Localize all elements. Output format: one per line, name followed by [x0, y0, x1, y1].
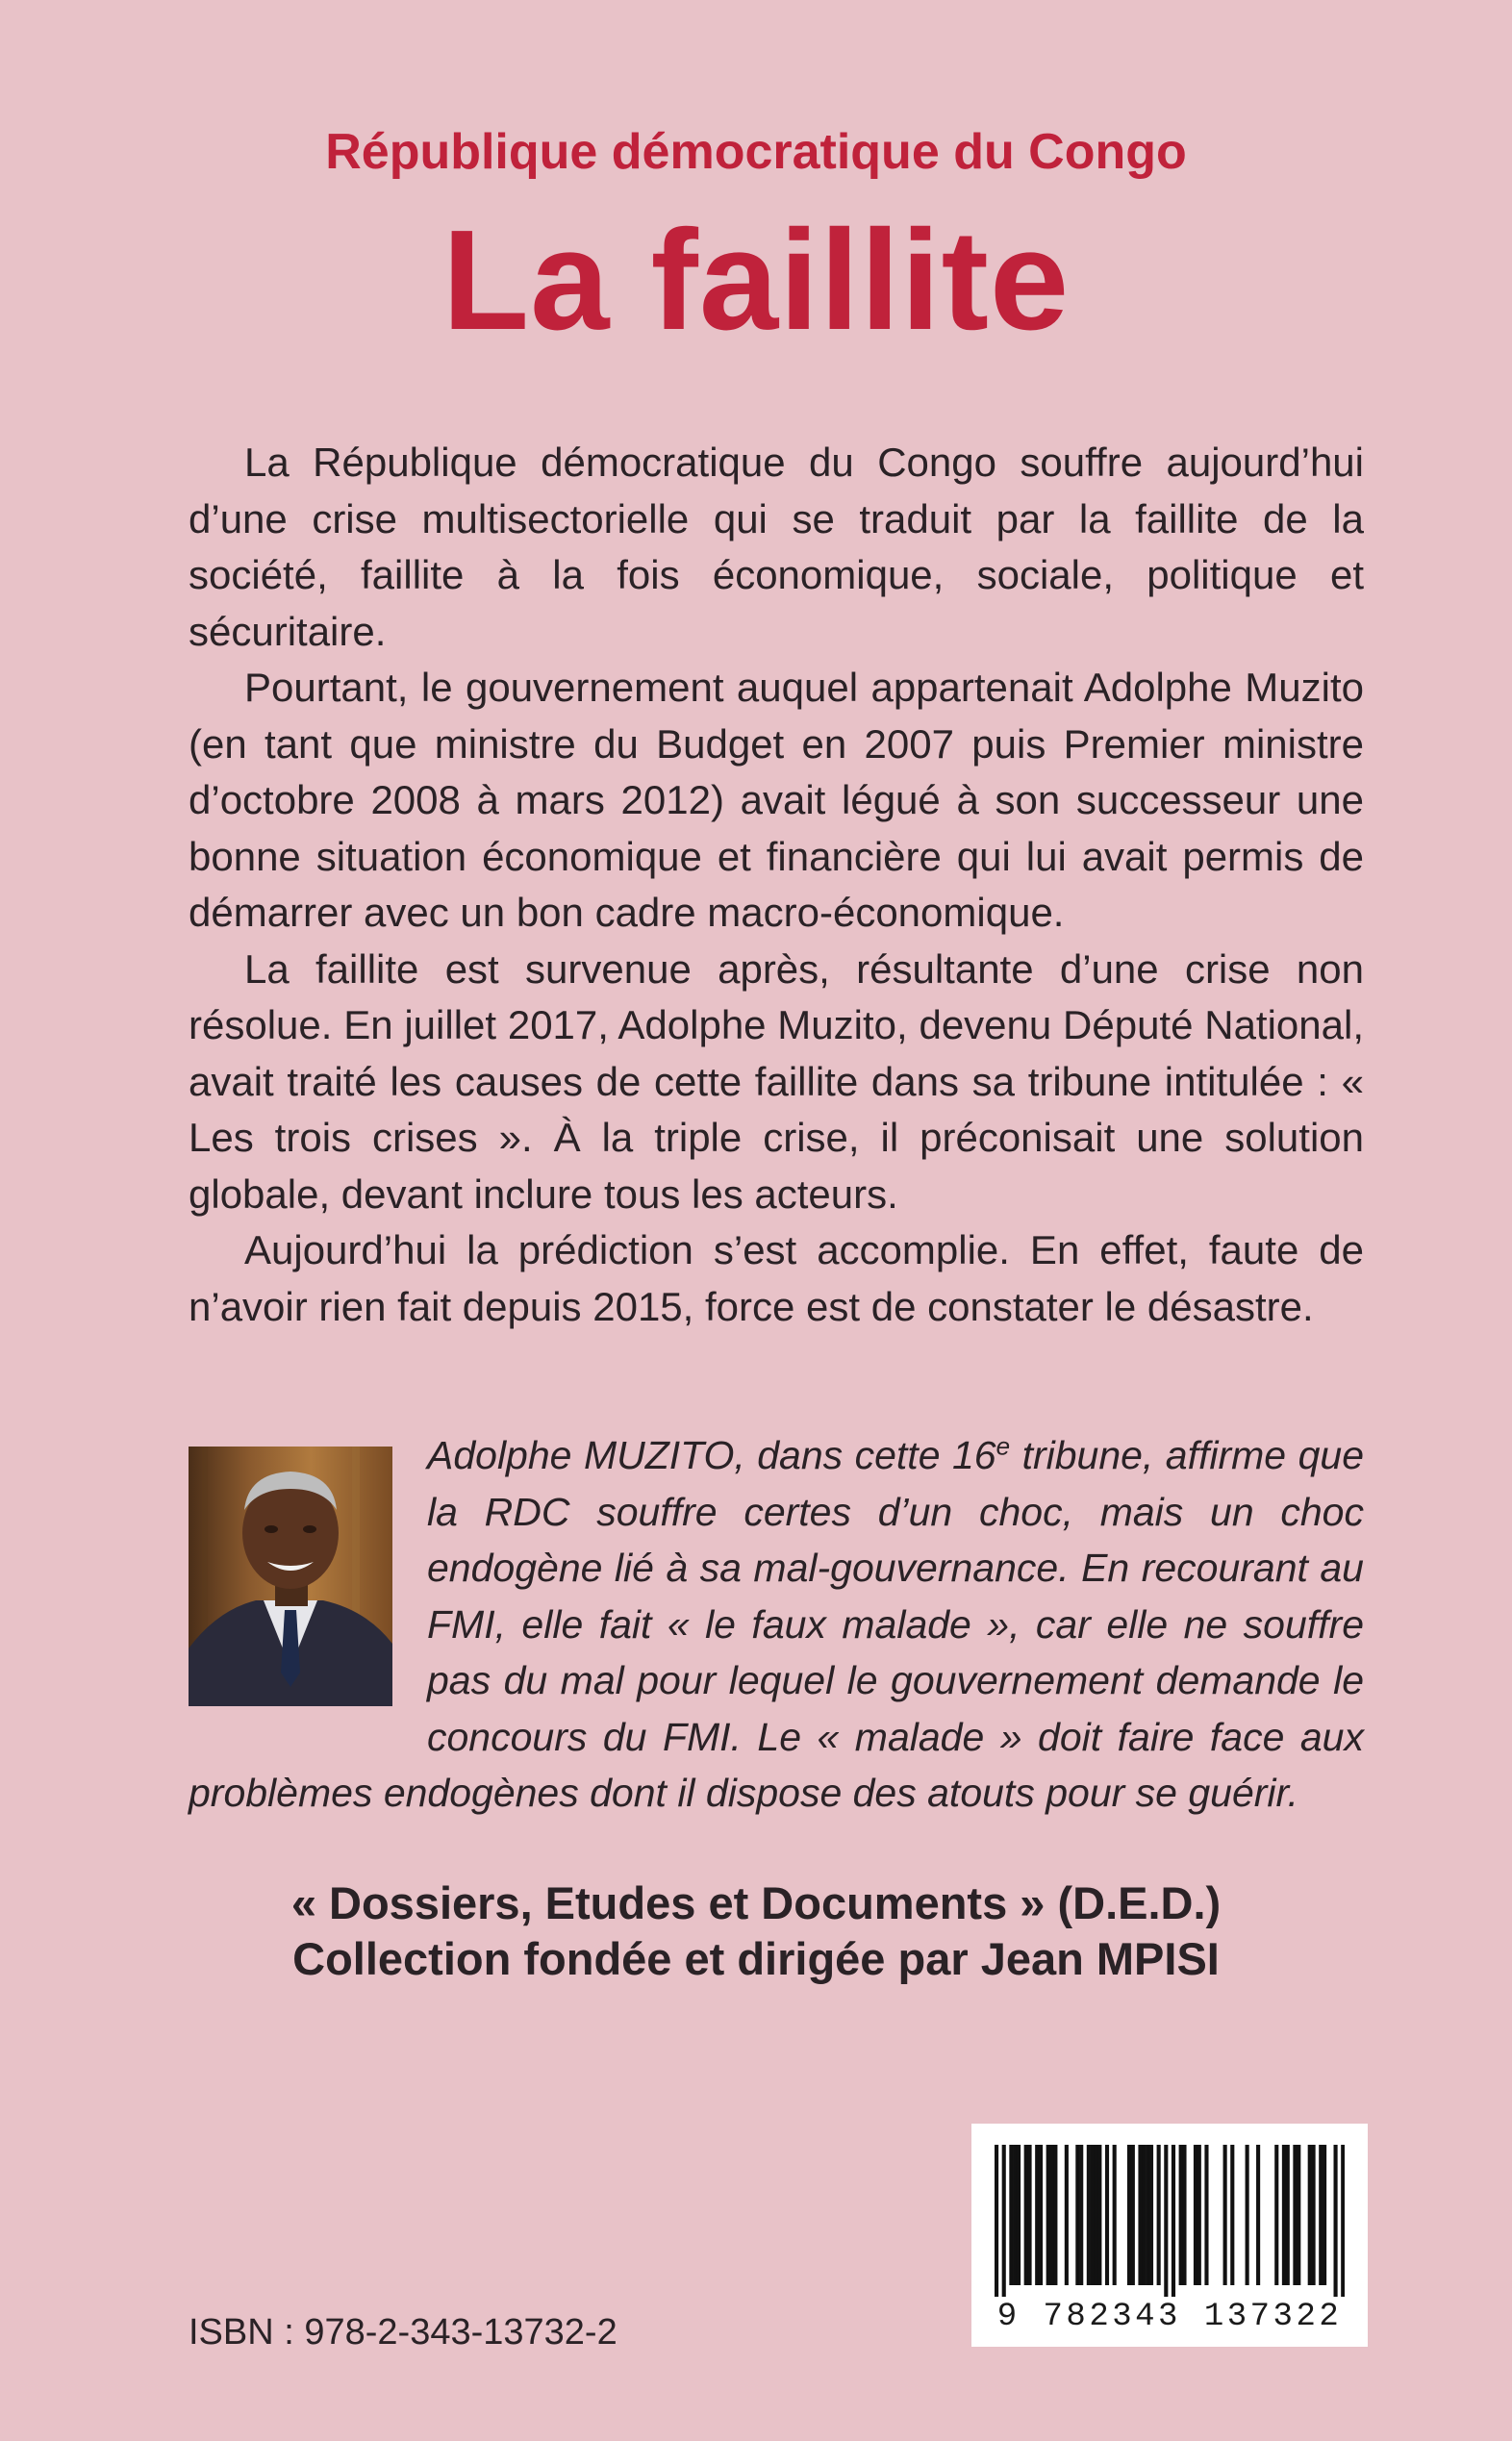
- isbn-number: ISBN : 978-2-343-13732-2: [189, 2312, 617, 2353]
- cover-title: La faillite: [441, 201, 1071, 360]
- barcode-bar: [1142, 2145, 1146, 2285]
- summary-paragraph: Aujourd’hui la prédiction s’est accomplie. En effet, faute de n’avoir rien fait depuis 2015, force est de constater le désastre.: [189, 1227, 1364, 1329]
- blurb-ordinal-suffix: e: [995, 1431, 1011, 1461]
- barcode-bar: [1179, 2145, 1183, 2285]
- barcode-bar: [1286, 2145, 1290, 2285]
- barcode-icon: [995, 2145, 1345, 2297]
- barcode-bar: [1105, 2145, 1109, 2285]
- barcode-bar: [1091, 2145, 1095, 2285]
- barcode-bar: [1146, 2145, 1149, 2285]
- barcode-bar: [1075, 2145, 1079, 2285]
- barcode-bar: [1131, 2145, 1135, 2285]
- barcode-bar: [1319, 2145, 1323, 2285]
- barcode-bar: [1164, 2145, 1168, 2297]
- barcode-bar: [1046, 2145, 1050, 2285]
- collection-director: Collection fondée et dirigée par Jean MPISI: [292, 1933, 1220, 1984]
- barcode-bar: [1017, 2145, 1021, 2285]
- cover-subtitle: République démocratique du Congo: [325, 124, 1187, 180]
- barcode-bar: [1334, 2145, 1338, 2297]
- summary-text: [189, 435, 1364, 1335]
- summary-paragraph: La République démocratique du Congo souffre aujourd’hui d’une crise multisectorielle qui se traduit par la faillite de la société, faillite à la fois économique, sociale, politique et sécuritaire.: [189, 440, 1364, 654]
- barcode-bar: [1127, 2145, 1131, 2285]
- barcode-bar: [1065, 2145, 1069, 2285]
- barcode-bar: [1323, 2145, 1326, 2285]
- author-blurb: [189, 1427, 1364, 1822]
- barcode: [971, 2124, 1368, 2347]
- barcode-bar: [1194, 2145, 1197, 2285]
- barcode-bar: [1013, 2145, 1017, 2285]
- barcode-bar: [1204, 2145, 1208, 2285]
- blurb-text-start: Adolphe MUZITO, dans cette 16: [427, 1433, 996, 1477]
- barcode-bar: [1039, 2145, 1043, 2285]
- barcode-bar: [1149, 2145, 1153, 2285]
- barcode-bar: [1172, 2145, 1175, 2297]
- barcode-bar: [1094, 2145, 1097, 2285]
- barcode-bar: [1079, 2145, 1083, 2285]
- barcode-bar: [1113, 2145, 1117, 2285]
- barcode-bar: [1049, 2145, 1053, 2285]
- barcode-bar: [1157, 2145, 1161, 2285]
- summary-paragraph: La faillite est survenue après, résultante d’une crise non résolue. En juillet 2017, Adolphe Muzito, devenu Député National, avait traité les causes de cette faillite dans sa tribune intitulée : « Les trois crises ». À la triple crise, il préconisait une solution globale, devant inclure tous les acteurs.: [189, 945, 1364, 1217]
- barcode-bar: [1197, 2145, 1201, 2285]
- collection-title: « Dossiers, Etudes et Documents » (D.E.D.): [290, 1877, 1222, 1928]
- barcode-bar: [1097, 2145, 1101, 2285]
- barcode-bar: [1002, 2145, 1006, 2297]
- author-photo: [189, 1447, 392, 1706]
- blurb-text-rest: tribune, affirme que la RDC souffre certes d’un choc, mais un choc endogène lié à sa mal-gouvernance. En recourant au FMI, elle fait « le faux malade », car elle ne souffre pas du mal pour lequel le gouvernement demande le concours du FMI. Le « malade » doit faire face aux problèmes endogènes dont il dispose des atouts pour se guérir.: [189, 1433, 1365, 1815]
- barcode-bar: [1308, 2145, 1312, 2285]
- barcode-bar: [1293, 2145, 1297, 2285]
- barcode-bar: [1027, 2145, 1031, 2285]
- barcode-bar: [1024, 2145, 1028, 2285]
- barcode-bar: [1297, 2145, 1300, 2285]
- barcode-bar: [1009, 2145, 1013, 2285]
- barcode-bar: [1312, 2145, 1316, 2285]
- barcode-bar: [1053, 2145, 1057, 2285]
- barcode-bar: [995, 2145, 998, 2297]
- barcode-bar: [1230, 2145, 1234, 2285]
- barcode-bar: [1256, 2145, 1260, 2285]
- barcode-bar: [1035, 2145, 1039, 2285]
- author-portrait-icon: [189, 1447, 392, 1706]
- barcode-bar: [1246, 2145, 1249, 2285]
- collection-info: [0, 1875, 1512, 1987]
- barcode-bar: [1087, 2145, 1091, 2285]
- barcode-bar: [1341, 2145, 1345, 2297]
- summary-paragraph: Pourtant, le gouvernement auquel appartenait Adolphe Muzito (en tant que ministre du Budget en 2007 puis Premier ministre d’octobre 2008 à mars 2012) avait légué à son successeur une bonne situation économique et financière qui lui avait permis de démarrer avec un bon cadre macro-économique.: [189, 665, 1364, 935]
- barcode-bar: [1182, 2145, 1186, 2285]
- barcode-bar: [1274, 2145, 1278, 2285]
- barcode-digits: 9 782343 137322: [996, 2299, 1343, 2335]
- barcode-bar: [1223, 2145, 1227, 2285]
- barcode-bar: [1282, 2145, 1286, 2285]
- barcode-bar: [1138, 2145, 1142, 2285]
